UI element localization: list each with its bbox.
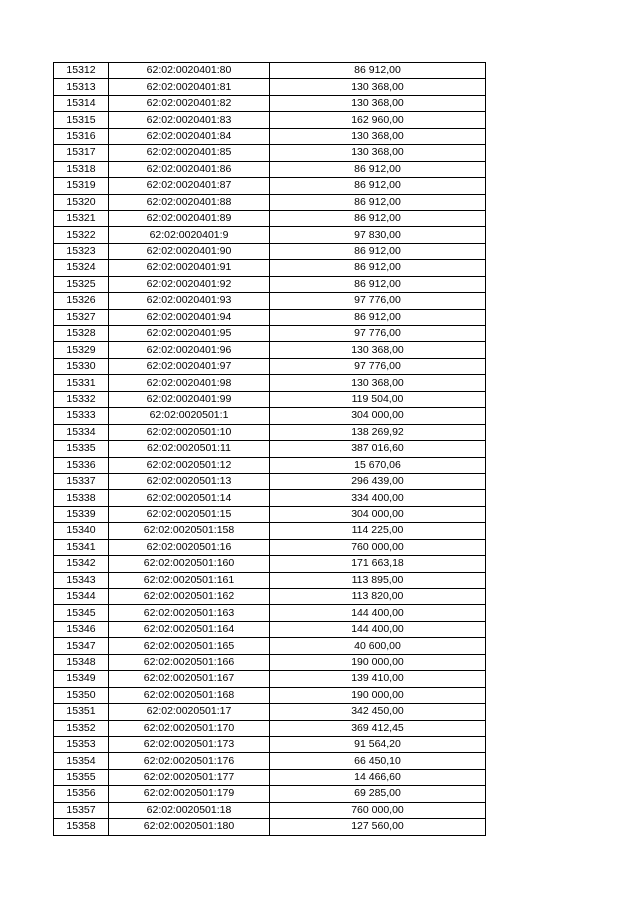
cadastral-number-cell: 62:02:0020401:91 (109, 260, 270, 276)
row-number-cell: 15328 (54, 326, 109, 342)
value-cell: 40 600,00 (270, 638, 486, 654)
value-cell: 69 285,00 (270, 786, 486, 802)
cadastral-number-cell: 62:02:0020501:180 (109, 819, 270, 835)
row-number-cell: 15341 (54, 539, 109, 555)
cadastral-number-cell: 62:02:0020501:158 (109, 523, 270, 539)
row-number-cell: 15345 (54, 605, 109, 621)
row-number-cell: 15344 (54, 589, 109, 605)
row-number-cell: 15316 (54, 128, 109, 144)
value-cell: 342 450,00 (270, 704, 486, 720)
table-row (54, 556, 486, 572)
value-cell: 97 776,00 (270, 293, 486, 309)
table-row (54, 753, 486, 769)
table-row (54, 490, 486, 506)
cadastral-number-cell: 62:02:0020501:14 (109, 490, 270, 506)
cadastral-number-cell: 62:02:0020501:18 (109, 802, 270, 818)
table-row (54, 704, 486, 720)
cadastral-number-cell: 62:02:0020501:173 (109, 736, 270, 752)
row-number-cell: 15346 (54, 621, 109, 637)
value-cell: 144 400,00 (270, 621, 486, 637)
value-cell: 304 000,00 (270, 408, 486, 424)
cadastral-number-cell: 62:02:0020501:10 (109, 424, 270, 440)
table-row (54, 342, 486, 358)
cadastral-value-table (53, 62, 486, 836)
table-row (54, 210, 486, 226)
table-row (54, 243, 486, 259)
table-row (54, 95, 486, 111)
cadastral-number-cell: 62:02:0020501:177 (109, 769, 270, 785)
table-row (54, 424, 486, 440)
cadastral-number-cell: 62:02:0020401:97 (109, 358, 270, 374)
value-cell: 86 912,00 (270, 260, 486, 276)
value-cell: 14 466,60 (270, 769, 486, 785)
row-number-cell: 15350 (54, 687, 109, 703)
value-cell: 387 016,60 (270, 441, 486, 457)
table-row (54, 819, 486, 835)
row-number-cell: 15347 (54, 638, 109, 654)
cadastral-number-cell: 62:02:0020401:96 (109, 342, 270, 358)
value-cell: 113 895,00 (270, 572, 486, 588)
value-cell: 130 368,00 (270, 95, 486, 111)
cadastral-number-cell: 62:02:0020501:167 (109, 671, 270, 687)
row-number-cell: 15326 (54, 293, 109, 309)
table-row (54, 293, 486, 309)
cadastral-number-cell: 62:02:0020501:168 (109, 687, 270, 703)
value-cell: 304 000,00 (270, 506, 486, 522)
row-number-cell: 15353 (54, 736, 109, 752)
cadastral-number-cell: 62:02:0020401:81 (109, 79, 270, 95)
cadastral-number-cell: 62:02:0020501:13 (109, 473, 270, 489)
cadastral-number-cell: 62:02:0020501:17 (109, 704, 270, 720)
row-number-cell: 15354 (54, 753, 109, 769)
cadastral-number-cell: 62:02:0020501:163 (109, 605, 270, 621)
table-row (54, 276, 486, 292)
cadastral-number-cell: 62:02:0020501:170 (109, 720, 270, 736)
table-row (54, 457, 486, 473)
row-number-cell: 15334 (54, 424, 109, 440)
value-cell: 130 368,00 (270, 145, 486, 161)
value-cell: 91 564,20 (270, 736, 486, 752)
cadastral-number-cell: 62:02:0020501:1 (109, 408, 270, 424)
table-row (54, 408, 486, 424)
row-number-cell: 15320 (54, 194, 109, 210)
row-number-cell: 15355 (54, 769, 109, 785)
value-cell: 171 663,18 (270, 556, 486, 572)
value-cell: 86 912,00 (270, 309, 486, 325)
table-row (54, 802, 486, 818)
table-row (54, 720, 486, 736)
cadastral-number-cell: 62:02:0020401:89 (109, 210, 270, 226)
table-row (54, 769, 486, 785)
cadastral-number-cell: 62:02:0020401:88 (109, 194, 270, 210)
cadastral-number-cell: 62:02:0020401:90 (109, 243, 270, 259)
cadastral-number-cell: 62:02:0020501:176 (109, 753, 270, 769)
row-number-cell: 15325 (54, 276, 109, 292)
cadastral-number-cell: 62:02:0020401:85 (109, 145, 270, 161)
table-row (54, 375, 486, 391)
cadastral-number-cell: 62:02:0020401:9 (109, 227, 270, 243)
row-number-cell: 15337 (54, 473, 109, 489)
cadastral-number-cell: 62:02:0020401:93 (109, 293, 270, 309)
cadastral-number-cell: 62:02:0020401:80 (109, 63, 270, 79)
row-number-cell: 15327 (54, 309, 109, 325)
table-row (54, 227, 486, 243)
table-body (54, 63, 486, 836)
value-cell: 86 912,00 (270, 63, 486, 79)
table-row (54, 178, 486, 194)
row-number-cell: 15312 (54, 63, 109, 79)
value-cell: 15 670,06 (270, 457, 486, 473)
value-cell: 97 830,00 (270, 227, 486, 243)
table-row (54, 605, 486, 621)
cadastral-number-cell: 62:02:0020401:84 (109, 128, 270, 144)
value-cell: 86 912,00 (270, 178, 486, 194)
table-row (54, 687, 486, 703)
table-row (54, 260, 486, 276)
table-row (54, 441, 486, 457)
table-row (54, 128, 486, 144)
value-cell: 119 504,00 (270, 391, 486, 407)
cadastral-number-cell: 62:02:0020501:164 (109, 621, 270, 637)
value-cell: 86 912,00 (270, 161, 486, 177)
row-number-cell: 15352 (54, 720, 109, 736)
row-number-cell: 15338 (54, 490, 109, 506)
row-number-cell: 15324 (54, 260, 109, 276)
cadastral-number-cell: 62:02:0020501:160 (109, 556, 270, 572)
value-cell: 86 912,00 (270, 243, 486, 259)
row-number-cell: 15357 (54, 802, 109, 818)
value-cell: 130 368,00 (270, 375, 486, 391)
cadastral-number-cell: 62:02:0020401:82 (109, 95, 270, 111)
row-number-cell: 15329 (54, 342, 109, 358)
table-row (54, 654, 486, 670)
table-row (54, 326, 486, 342)
row-number-cell: 15358 (54, 819, 109, 835)
cadastral-number-cell: 62:02:0020401:87 (109, 178, 270, 194)
row-number-cell: 15349 (54, 671, 109, 687)
table-row (54, 506, 486, 522)
table-row (54, 589, 486, 605)
row-number-cell: 15315 (54, 112, 109, 128)
row-number-cell: 15348 (54, 654, 109, 670)
cadastral-number-cell: 62:02:0020501:179 (109, 786, 270, 802)
value-cell: 114 225,00 (270, 523, 486, 539)
value-cell: 369 412,45 (270, 720, 486, 736)
value-cell: 144 400,00 (270, 605, 486, 621)
row-number-cell: 15314 (54, 95, 109, 111)
cadastral-number-cell: 62:02:0020501:12 (109, 457, 270, 473)
cadastral-number-cell: 62:02:0020401:83 (109, 112, 270, 128)
table-row (54, 736, 486, 752)
row-number-cell: 15319 (54, 178, 109, 194)
table-row (54, 145, 486, 161)
row-number-cell: 15333 (54, 408, 109, 424)
row-number-cell: 15322 (54, 227, 109, 243)
value-cell: 760 000,00 (270, 539, 486, 555)
row-number-cell: 15332 (54, 391, 109, 407)
value-cell: 86 912,00 (270, 210, 486, 226)
value-cell: 139 410,00 (270, 671, 486, 687)
value-cell: 162 960,00 (270, 112, 486, 128)
row-number-cell: 15323 (54, 243, 109, 259)
cadastral-number-cell: 62:02:0020501:15 (109, 506, 270, 522)
row-number-cell: 15340 (54, 523, 109, 539)
table-row (54, 473, 486, 489)
value-cell: 127 560,00 (270, 819, 486, 835)
row-number-cell: 15356 (54, 786, 109, 802)
table-row (54, 671, 486, 687)
table-row (54, 112, 486, 128)
value-cell: 97 776,00 (270, 358, 486, 374)
row-number-cell: 15321 (54, 210, 109, 226)
table-row (54, 572, 486, 588)
table-row (54, 358, 486, 374)
value-cell: 130 368,00 (270, 79, 486, 95)
row-number-cell: 15335 (54, 441, 109, 457)
value-cell: 66 450,10 (270, 753, 486, 769)
table-row (54, 63, 486, 79)
row-number-cell: 15330 (54, 358, 109, 374)
cadastral-number-cell: 62:02:0020401:94 (109, 309, 270, 325)
cadastral-number-cell: 62:02:0020501:11 (109, 441, 270, 457)
cadastral-number-cell: 62:02:0020401:92 (109, 276, 270, 292)
table-row (54, 523, 486, 539)
row-number-cell: 15317 (54, 145, 109, 161)
row-number-cell: 15342 (54, 556, 109, 572)
table-row (54, 638, 486, 654)
value-cell: 190 000,00 (270, 654, 486, 670)
value-cell: 760 000,00 (270, 802, 486, 818)
table-row (54, 786, 486, 802)
row-number-cell: 15318 (54, 161, 109, 177)
cadastral-number-cell: 62:02:0020401:86 (109, 161, 270, 177)
row-number-cell: 15339 (54, 506, 109, 522)
row-number-cell: 15336 (54, 457, 109, 473)
table-row (54, 309, 486, 325)
value-cell: 86 912,00 (270, 194, 486, 210)
table-row (54, 79, 486, 95)
cadastral-number-cell: 62:02:0020501:16 (109, 539, 270, 555)
table-row (54, 391, 486, 407)
value-cell: 113 820,00 (270, 589, 486, 605)
cadastral-number-cell: 62:02:0020401:99 (109, 391, 270, 407)
value-cell: 130 368,00 (270, 128, 486, 144)
row-number-cell: 15313 (54, 79, 109, 95)
value-cell: 86 912,00 (270, 276, 486, 292)
table-row (54, 161, 486, 177)
row-number-cell: 15351 (54, 704, 109, 720)
cadastral-number-cell: 62:02:0020501:162 (109, 589, 270, 605)
cadastral-number-cell: 62:02:0020501:161 (109, 572, 270, 588)
row-number-cell: 15331 (54, 375, 109, 391)
table-row (54, 194, 486, 210)
value-cell: 97 776,00 (270, 326, 486, 342)
table-row (54, 539, 486, 555)
value-cell: 334 400,00 (270, 490, 486, 506)
value-cell: 190 000,00 (270, 687, 486, 703)
value-cell: 296 439,00 (270, 473, 486, 489)
row-number-cell: 15343 (54, 572, 109, 588)
table-row (54, 621, 486, 637)
cadastral-number-cell: 62:02:0020401:95 (109, 326, 270, 342)
value-cell: 138 269,92 (270, 424, 486, 440)
cadastral-number-cell: 62:02:0020501:165 (109, 638, 270, 654)
cadastral-number-cell: 62:02:0020501:166 (109, 654, 270, 670)
cadastral-number-cell: 62:02:0020401:98 (109, 375, 270, 391)
value-cell: 130 368,00 (270, 342, 486, 358)
